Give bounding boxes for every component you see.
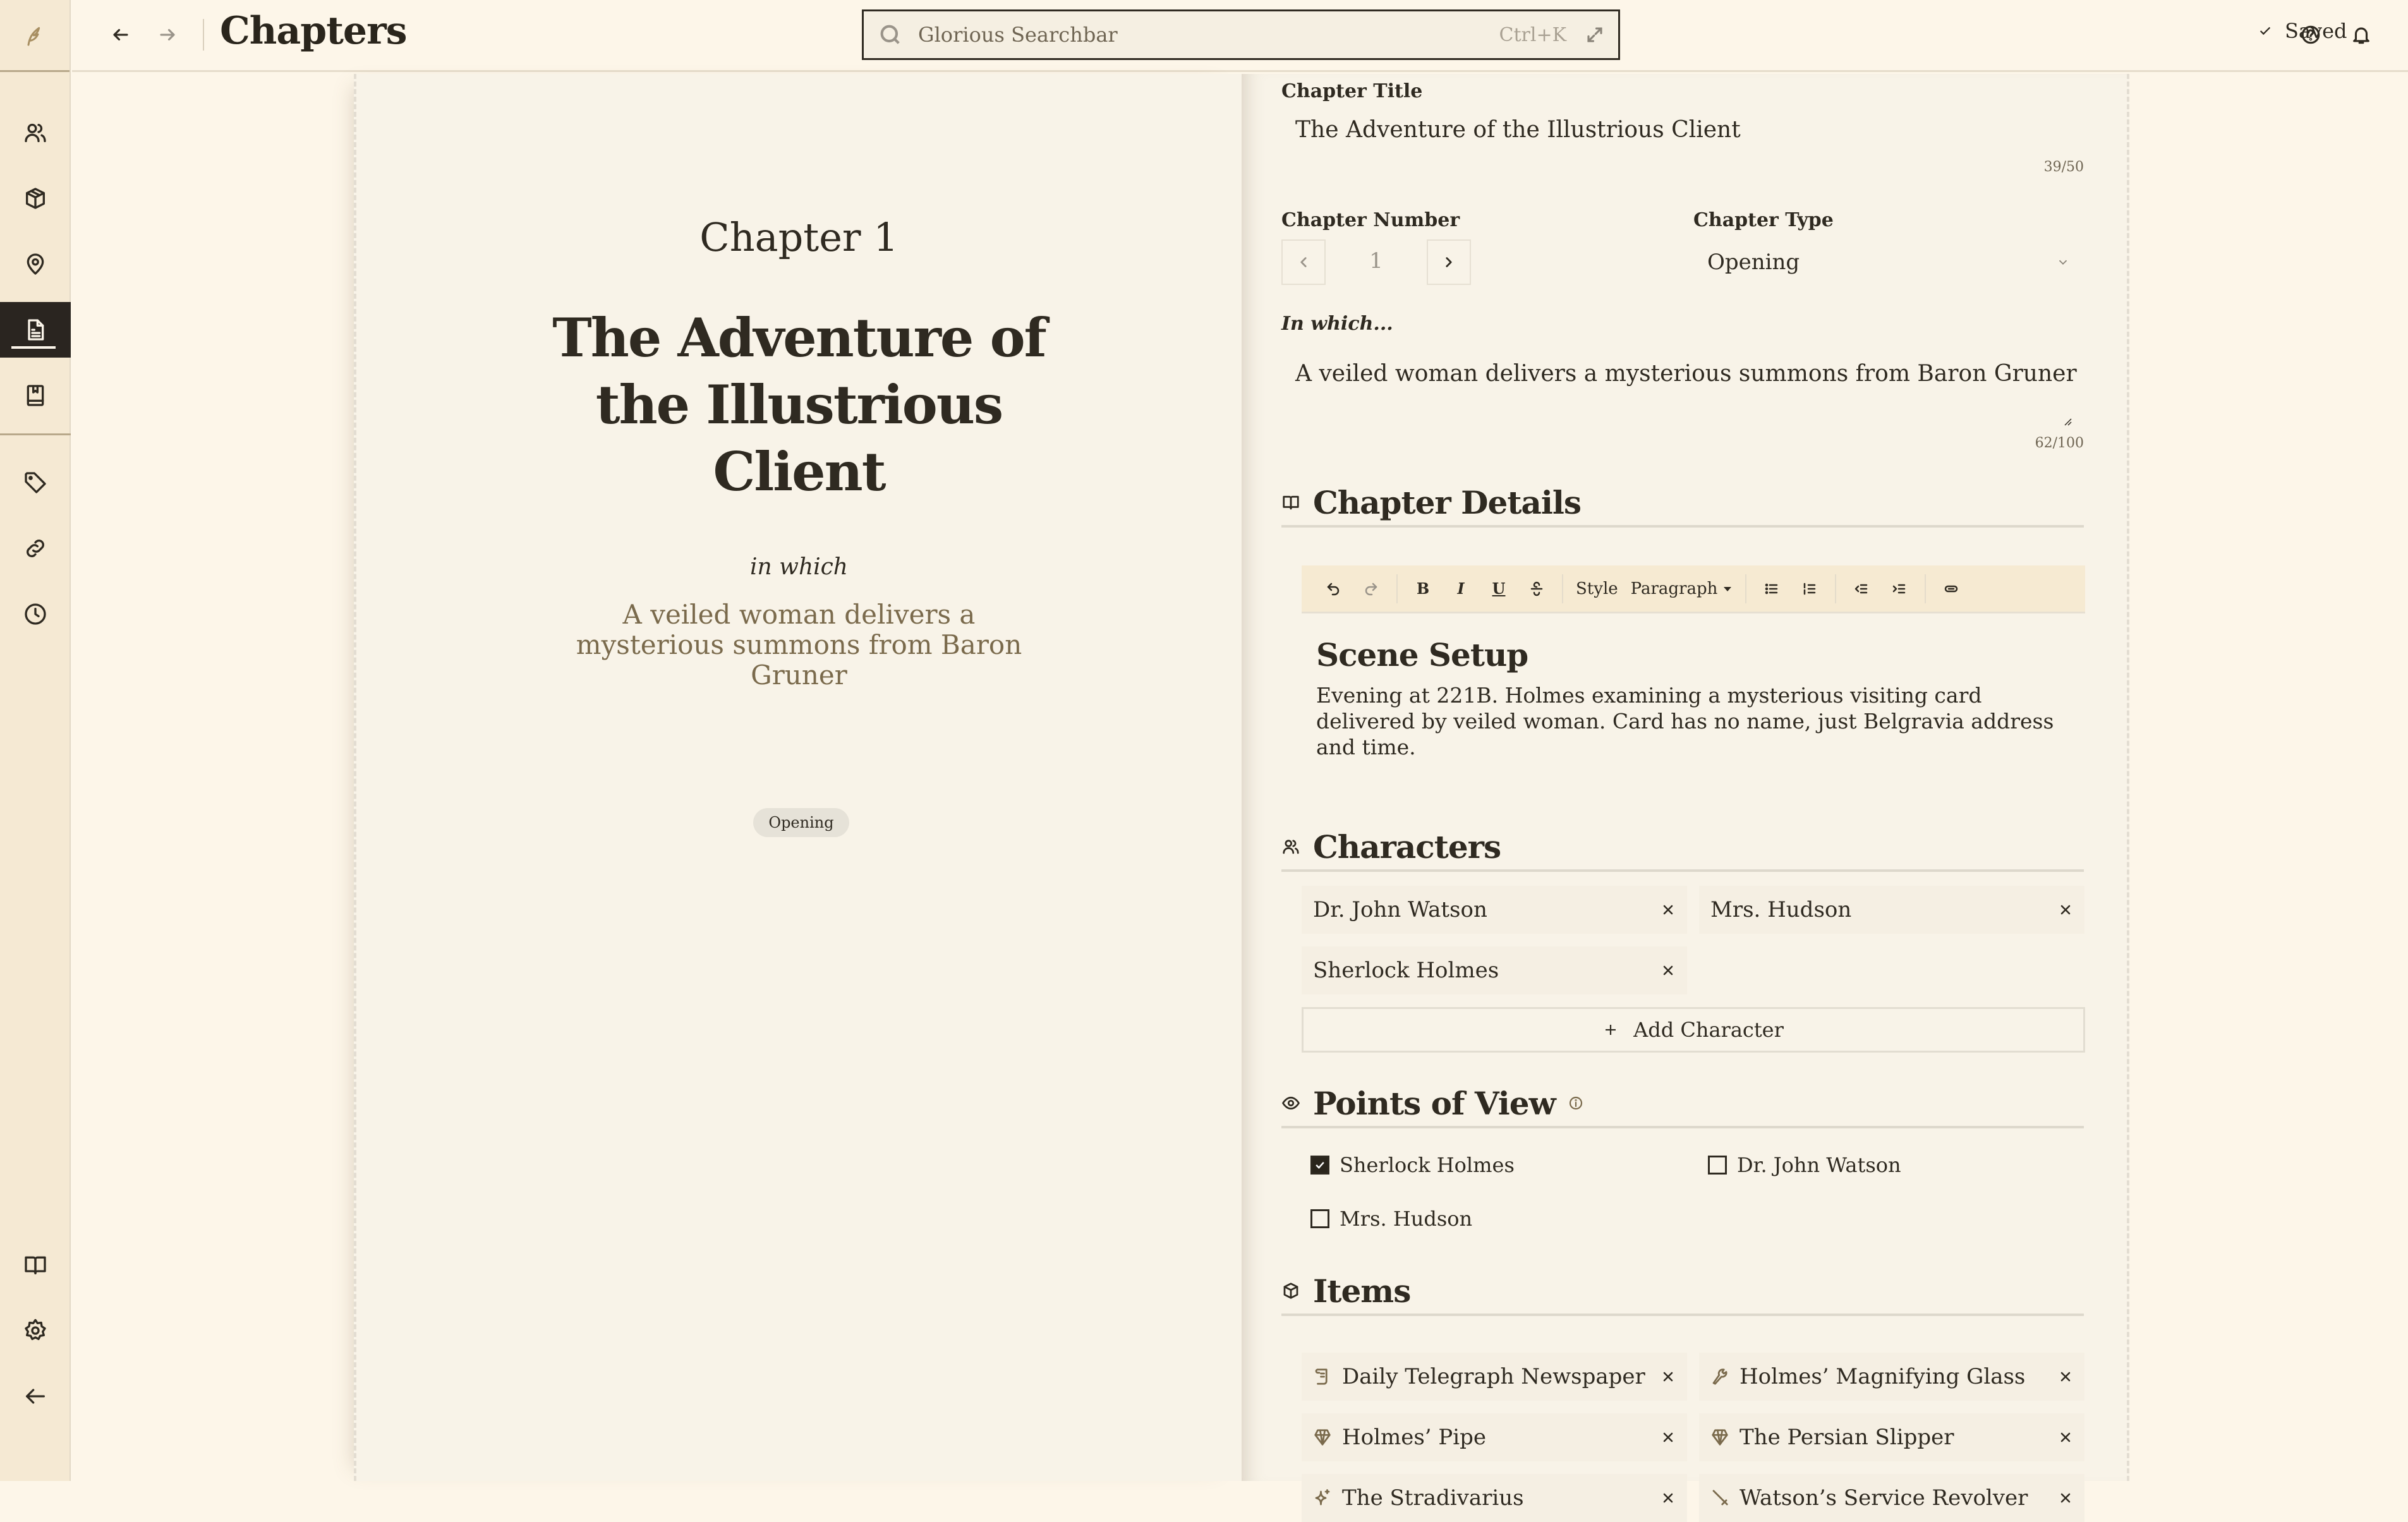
help-circle-icon: [2300, 24, 2321, 45]
item-chip: [1699, 1413, 2084, 1461]
top-header: [72, 0, 2408, 72]
item-chip: [1699, 1474, 2084, 1522]
sidebar-item-timeline[interactable]: [0, 586, 71, 642]
chapter-number-input[interactable]: 1: [1369, 248, 1383, 274]
points-of-view-header: [1281, 1080, 2084, 1128]
sparkle-icon: [1313, 1489, 1332, 1507]
rich-text-toolbar: [1302, 565, 2085, 613]
expand-icon[interactable]: [1585, 25, 1604, 44]
character-chip: [1699, 886, 2084, 934]
scroll-icon: [1313, 1367, 1332, 1386]
back-button[interactable]: [105, 19, 136, 51]
bold-button[interactable]: B: [1416, 579, 1430, 598]
character-name: Dr. John Watson: [1313, 897, 1487, 922]
toolbar-divider: [1396, 574, 1398, 603]
undo-icon: [1326, 581, 1341, 596]
check-icon: [1314, 1159, 1326, 1171]
preview-chapter-title: The Adventure of the Illustrious Client: [552, 306, 1046, 503]
sidebar: [0, 0, 71, 1481]
remove-icon[interactable]: [1661, 1369, 1676, 1384]
character-name: Mrs. Hudson: [1710, 897, 1852, 922]
chapter-title-counter: 39/50: [2043, 159, 2084, 175]
box-icon: [23, 186, 48, 211]
points-of-view-title: Points of View: [1313, 1084, 1556, 1122]
notifications-button[interactable]: [2347, 20, 2376, 49]
underline-button[interactable]: U: [1492, 579, 1506, 598]
outdent-icon: [1854, 581, 1869, 596]
redo-button[interactable]: [1352, 570, 1390, 608]
chapter-details-title: Chapter Details: [1313, 483, 1581, 521]
forward-button[interactable]: [152, 19, 183, 51]
item-name: The Stradivarius: [1342, 1485, 1524, 1511]
remove-icon[interactable]: [2058, 1430, 2073, 1445]
pov-checkbox[interactable]: [1310, 1209, 1329, 1228]
document-icon: [23, 317, 48, 342]
remove-icon[interactable]: [2058, 1490, 2073, 1506]
sidebar-item-characters[interactable]: [0, 105, 71, 160]
remove-icon[interactable]: [1661, 963, 1676, 978]
preview-chapter-number: Chapter 1: [699, 214, 898, 260]
pov-option[interactable]: [1708, 1153, 1901, 1177]
pov-label: Sherlock Holmes: [1340, 1153, 1515, 1177]
numbered-list-icon: [1802, 581, 1817, 596]
remove-icon[interactable]: [1661, 902, 1676, 917]
sidebar-item-back[interactable]: [0, 1368, 71, 1424]
header-divider: [203, 19, 204, 51]
add-character-button[interactable]: [1302, 1007, 2085, 1053]
resize-handle-icon[interactable]: [2062, 416, 2072, 426]
chevron-down-icon: [2056, 255, 2070, 269]
in-which-counter: 62/100: [2035, 435, 2084, 451]
chapter-details-header: [1281, 480, 2084, 528]
chapter-number-label: Chapter Number: [1281, 209, 1460, 231]
eye-icon: [1281, 1094, 1300, 1113]
chevron-right-icon: [1441, 254, 1457, 270]
sidebar-item-books[interactable]: [0, 368, 71, 423]
check-icon: [2258, 24, 2272, 38]
item-chip: [1302, 1413, 1687, 1461]
numbered-list-button[interactable]: [1791, 570, 1829, 608]
item-name: Daily Telegraph Newspaper: [1342, 1364, 1645, 1389]
chapter-type-label: Chapter Type: [1693, 209, 1834, 231]
item-chip: [1302, 1353, 1687, 1401]
scene-heading: Scene Setup: [1316, 636, 1528, 673]
character-chip: [1302, 946, 1687, 994]
bookmark-book-icon: [23, 383, 48, 408]
toolbar-divider: [1835, 574, 1836, 603]
chapter-title-label: Chapter Title: [1281, 80, 1423, 102]
bell-icon: [2351, 24, 2372, 45]
wrench-icon: [1710, 1367, 1729, 1386]
preview-in-which-label: in which: [749, 554, 848, 580]
info-icon[interactable]: [1568, 1096, 1583, 1111]
caret-down-icon: [1722, 584, 1733, 594]
pov-option[interactable]: [1310, 1153, 1515, 1177]
indent-button[interactable]: [1880, 570, 1918, 608]
scene-body: Evening at 221B. Holmes examining a mysterious visiting card delivered by veiled woman. Card has no name, just Belgravia address and time.: [1316, 683, 2054, 759]
character-name: Sherlock Holmes: [1313, 958, 1499, 983]
page-title: Chapters: [220, 9, 407, 53]
items-header: [1281, 1268, 2084, 1316]
pov-option[interactable]: [1310, 1207, 1472, 1231]
in-which-label: In which...: [1281, 313, 1393, 335]
outdent-button[interactable]: [1842, 570, 1880, 608]
search-shortcut: Ctrl+K: [1499, 23, 1566, 46]
sidebar-item-settings[interactable]: [0, 1303, 71, 1358]
sword-icon: [1710, 1489, 1729, 1507]
undo-button[interactable]: [1314, 570, 1352, 608]
sidebar-item-links[interactable]: [0, 521, 71, 576]
toolbar-divider: [1745, 574, 1746, 603]
box-icon: [1281, 1281, 1300, 1300]
bullet-list-icon: [1764, 581, 1779, 596]
gem-icon: [1710, 1428, 1729, 1447]
chapter-type-badge: Opening: [753, 808, 849, 837]
strikethrough-icon: [1529, 581, 1544, 596]
users-icon: [23, 120, 48, 145]
chapter-title-input[interactable]: The Adventure of the Illustrious Client: [1295, 117, 1741, 143]
tag-icon: [23, 470, 48, 495]
open-book-icon: [23, 1252, 48, 1277]
save-status-label: Saved: [2285, 19, 2347, 43]
pov-label: Dr. John Watson: [1737, 1153, 1901, 1177]
characters-title: Characters: [1313, 828, 1501, 866]
item-name: Holmes’ Pipe: [1342, 1425, 1487, 1450]
toolbar-divider: [1562, 574, 1563, 603]
clock-icon: [23, 601, 48, 627]
item-name: Holmes’ Magnifying Glass: [1739, 1364, 2026, 1389]
chapter-number-decrement[interactable]: [1281, 239, 1326, 285]
strikethrough-button[interactable]: [1518, 570, 1556, 608]
search-icon: [878, 22, 903, 47]
map-pin-icon: [23, 251, 48, 277]
search-bar[interactable]: [862, 9, 1620, 60]
chapter-number-increment[interactable]: [1427, 239, 1471, 285]
link-button[interactable]: [1932, 570, 1970, 608]
pov-label: Mrs. Hudson: [1340, 1207, 1473, 1231]
open-book-icon: [1281, 493, 1300, 512]
items-title: Items: [1313, 1272, 1411, 1310]
bullet-list-button[interactable]: [1753, 570, 1791, 608]
gem-icon: [1313, 1428, 1332, 1447]
app-logo[interactable]: [0, 0, 70, 72]
arrow-left-icon: [23, 1384, 48, 1409]
in-which-textarea[interactable]: A veiled woman delivers a mysterious summons from Baron Gruner: [1295, 361, 2077, 387]
add-character-label: Add Character: [1633, 1018, 1784, 1042]
pov-checkbox[interactable]: [1310, 1156, 1329, 1175]
arrow-left-icon: [111, 25, 130, 44]
toolbar-divider: [1925, 574, 1926, 603]
arrow-right-icon: [158, 25, 177, 44]
character-chip: [1302, 886, 1687, 934]
sidebar-item-read[interactable]: [0, 1237, 71, 1293]
chapter-preview: [354, 74, 1242, 1481]
characters-header: [1281, 824, 2084, 872]
gear-icon: [23, 1318, 48, 1343]
sidebar-item-chapters[interactable]: [0, 302, 71, 358]
item-name: Watson’s Service Revolver: [1739, 1485, 2028, 1511]
link-icon: [23, 536, 48, 561]
preview-summary: A veiled woman delivers a mysterious summons from Baron Gruner: [576, 599, 1022, 691]
item-chip: [1699, 1353, 2084, 1401]
sidebar-item-items[interactable]: [0, 171, 71, 226]
chapter-editor: [1242, 74, 2129, 1511]
sidebar-item-tags[interactable]: [0, 455, 71, 510]
item-chip: [1302, 1474, 1687, 1522]
users-icon: [1281, 837, 1300, 856]
paragraph-style-value: Paragraph: [1630, 579, 1718, 598]
remove-icon[interactable]: [1661, 1430, 1676, 1445]
redo-icon: [1364, 581, 1379, 596]
remove-icon[interactable]: [2058, 902, 2073, 917]
chapter-type-select[interactable]: [1693, 239, 2084, 285]
chevron-left-icon: [1295, 254, 1312, 270]
link-icon: [1944, 581, 1959, 596]
help-button[interactable]: [2296, 20, 2325, 49]
remove-icon[interactable]: [2058, 1369, 2073, 1384]
rich-text-content[interactable]: [1316, 636, 2074, 760]
sidebar-divider: [0, 433, 71, 435]
chapter-type-value: Opening: [1707, 250, 1800, 275]
remove-icon[interactable]: [1661, 1490, 1676, 1506]
search-input[interactable]: Glorious Searchbar: [918, 23, 1118, 47]
quill-icon: [22, 23, 47, 48]
indent-icon: [1892, 581, 1907, 596]
style-label: Style: [1576, 579, 1618, 598]
pov-checkbox[interactable]: [1708, 1156, 1727, 1175]
paragraph-style-dropdown[interactable]: [1624, 579, 1739, 598]
item-name: The Persian Slipper: [1739, 1425, 1954, 1450]
sidebar-item-locations[interactable]: [0, 236, 71, 292]
italic-button[interactable]: I: [1457, 579, 1465, 598]
plus-icon: [1603, 1022, 1618, 1037]
